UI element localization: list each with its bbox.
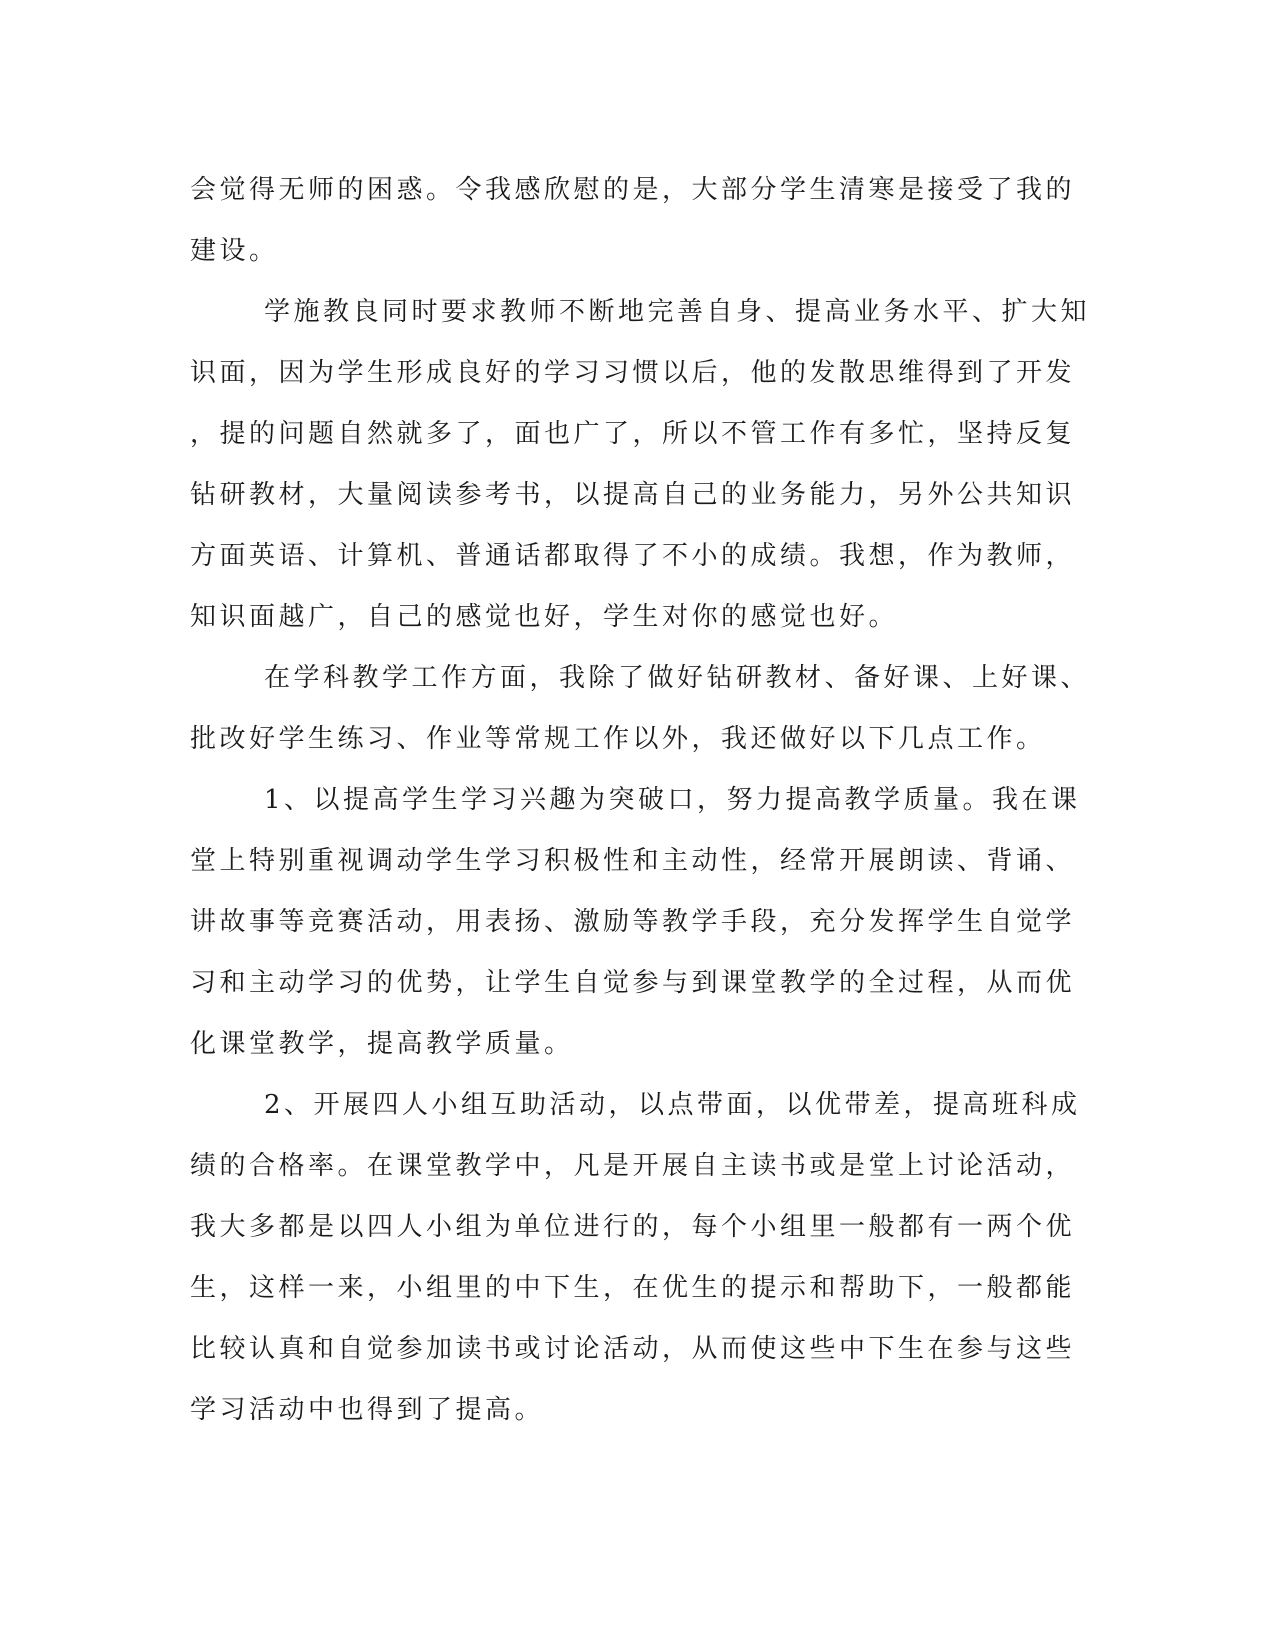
- text-line: ，提的问题自然就多了，面也广了，所以不管工作有多忙，坚持反复: [190, 419, 1076, 449]
- paragraph-start-line: 学施教良同时要求教师不断地完善自身、提高业务水平、扩大知: [264, 297, 1091, 327]
- text-line: 识面，因为学生形成良好的学习习惯以后，他的发散思维得到了开发: [190, 358, 1076, 388]
- text-line: 讲故事等竞赛活动，用表扬、激励等教学手段，充分发挥学生自觉学: [190, 907, 1076, 937]
- text-line: 建设。: [190, 236, 279, 266]
- text-line: 化课堂教学，提高教学质量。: [190, 1029, 574, 1059]
- text-line: 钻研教材，大量阅读参考书，以提高自己的业务能力，另外公共知识: [190, 480, 1076, 510]
- paragraph-start-line: 2、开展四人小组互助活动，以点带面，以优带差，提高班科成: [264, 1090, 1081, 1120]
- body-text: [190, 160, 1091, 1441]
- text-line: 会觉得无师的困惑。令我感欣慰的是，大部分学生清寒是接受了我的: [190, 175, 1076, 205]
- text-line: 批改好学生练习、作业等常规工作以外，我还做好以下几点工作。: [190, 724, 1046, 754]
- text-line: 知识面越广，自己的感觉也好，学生对你的感觉也好。: [190, 602, 899, 632]
- text-line: 习和主动学习的优势，让学生自觉参与到课堂教学的全过程，从而优: [190, 968, 1076, 998]
- text-line: 堂上特别重视调动学生学习积极性和主动性，经常开展朗读、背诵、: [190, 846, 1076, 876]
- text-line: 生，这样一来，小组里的中下生，在优生的提示和帮助下，一般都能: [190, 1273, 1076, 1303]
- paragraph-start-line: 在学科教学工作方面，我除了做好钻研教材、备好课、上好课、: [264, 663, 1091, 693]
- text-line: 学习活动中也得到了提高。: [190, 1395, 545, 1425]
- text-line: 比较认真和自觉参加读书或讨论活动，从而使这些中下生在参与这些: [190, 1334, 1076, 1364]
- paragraph-start-line: 1、以提高学生学习兴趣为突破口，努力提高教学质量。我在课: [264, 785, 1081, 815]
- text-line: 绩的合格率。在课堂教学中，凡是开展自主读书或是堂上讨论活动，: [190, 1151, 1076, 1181]
- text-line: 我大多都是以四人小组为单位进行的，每个小组里一般都有一两个优: [190, 1212, 1076, 1242]
- text-line: 方面英语、计算机、普通话都取得了不小的成绩。我想，作为教师，: [190, 541, 1076, 571]
